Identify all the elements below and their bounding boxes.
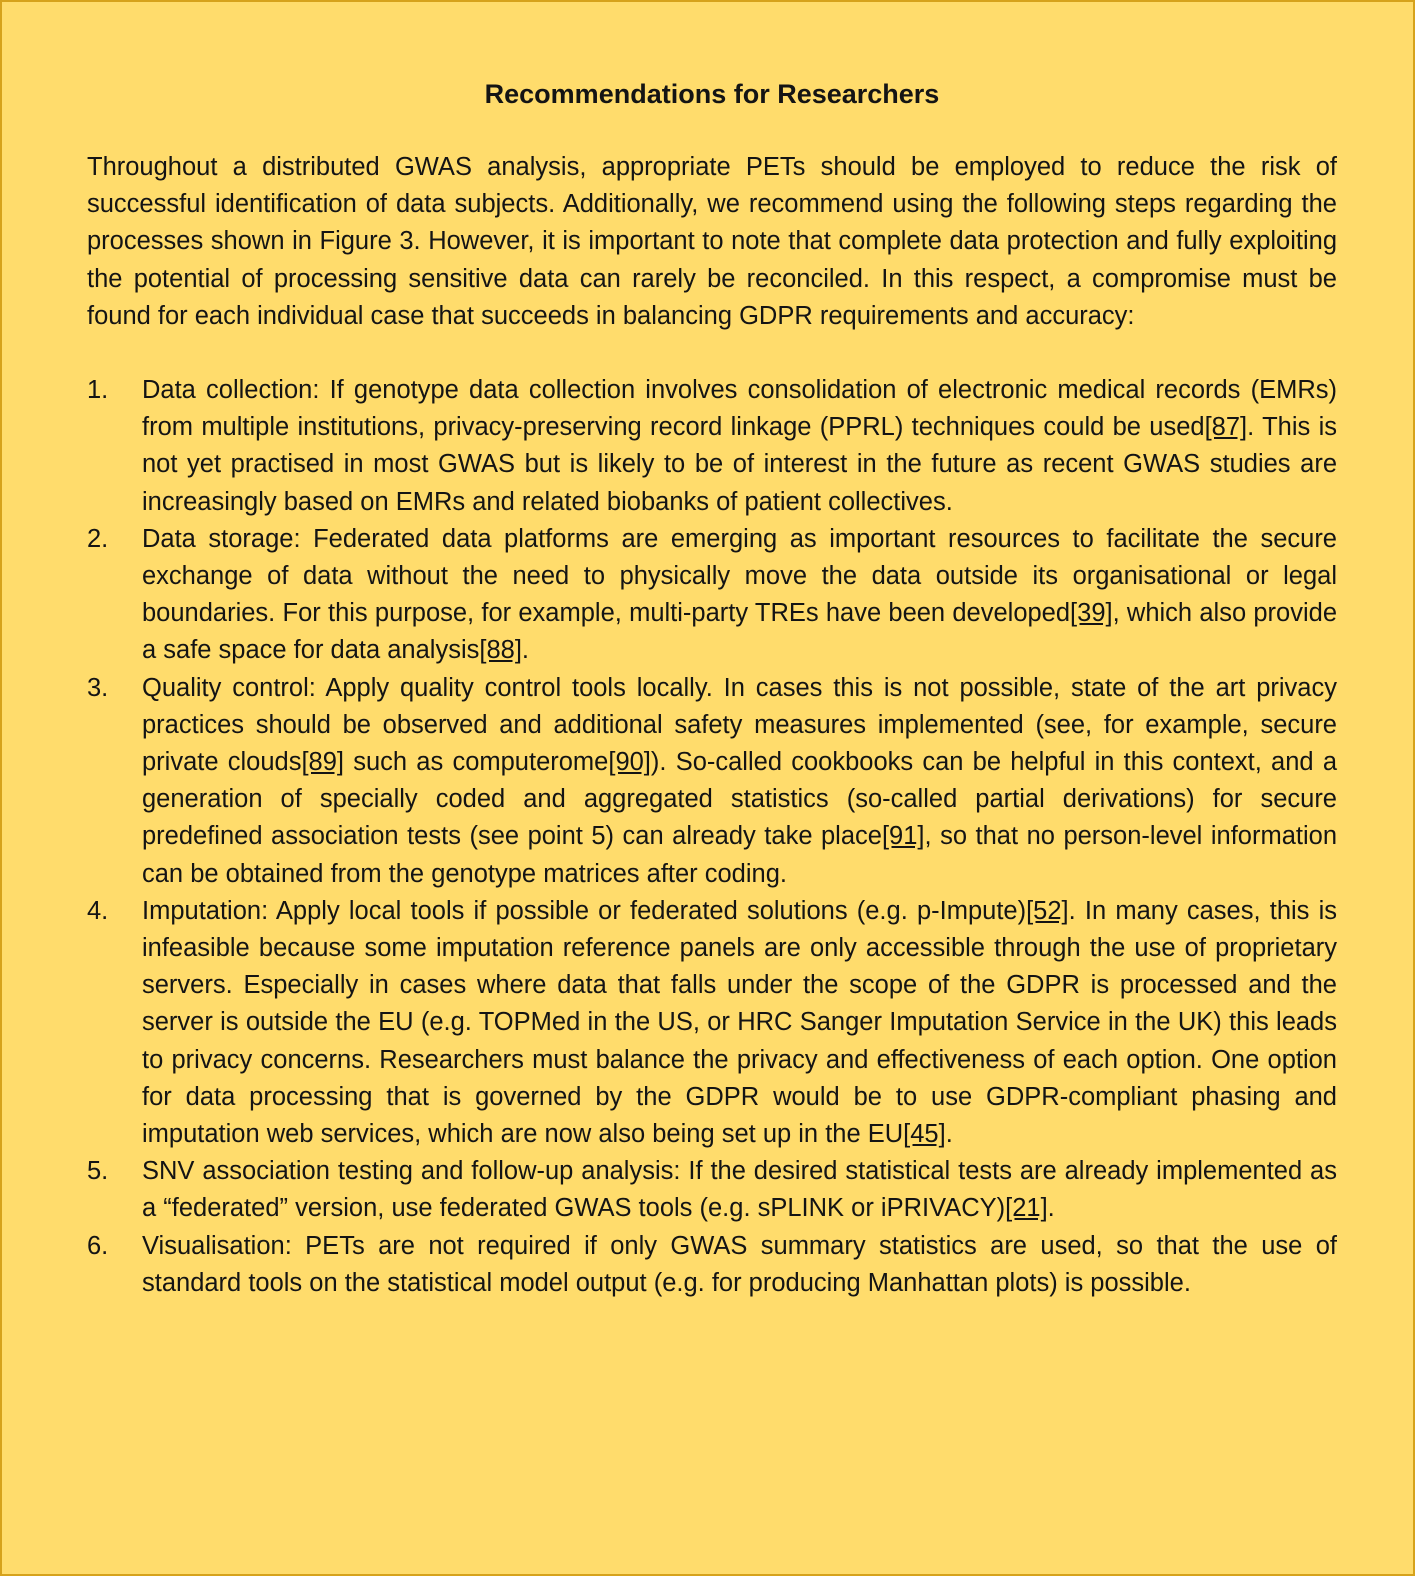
item-text: , so that no person-level information can be obtained from the genotype matrices after coding. xyxy=(142,822,1337,888)
box-content xyxy=(87,74,1337,1302)
item-text: such as computerome xyxy=(344,748,609,777)
item-text: . xyxy=(1047,1194,1055,1223)
item-text: Visualisation: PETs are not required if only GWAS summary statistics are used, so that the use of standard tools on the statistical model output (e.g. for producing Manhattan plots) is possible. xyxy=(142,1231,1337,1297)
item-text: Data collection: If genotype data collection involves consolidation of electronic medical records (EMRs) from multiple institutions, privacy-preserving record linkage (PPRL) techniques could be used xyxy=(142,376,1337,442)
citation-link[interactable]: [89] xyxy=(301,748,345,777)
recommendation-item-5 xyxy=(87,1153,1337,1227)
item-number: 5. xyxy=(87,1157,109,1186)
item-number: 1. xyxy=(87,376,109,405)
item-number: 6. xyxy=(87,1231,109,1260)
item-text: . In many cases, this is infeasible because some imputation reference panels are only accessible through the use of proprietary servers. Especially in cases where data that falls under the scope of the GDPR is processed and the server is outside the EU (e.g. TOPMed in the US, or HRC Sanger Imputation Service in the UK) this leads to privacy concerns. Researchers must balance the privacy and effectiveness of each option. One option for data processing that is governed by the GDPR would be to use GDPR-compliant phasing and imputation web services, which are now also being set up in the EU xyxy=(142,896,1337,1149)
recommendation-item-1 xyxy=(87,372,1337,521)
recommendations-list xyxy=(87,372,1337,1302)
intro-paragraph: Throughout a distributed GWAS analysis, appropriate PETs should be employed to reduce the risk of successful identification of data subjects. Additionally, we recommend using the following steps regarding the processes shown in Figure 3. However, it is important to note that complete data protection and fully exploiting the potential of processing sensitive data can rarely be reconciled. In this respect, a compromise must be found for each individual case that succeeds in balancing GDPR requirements and accuracy: xyxy=(87,153,1337,330)
citation-link[interactable]: [90] xyxy=(608,748,651,777)
citation-link[interactable]: [87] xyxy=(1204,413,1248,442)
citation-link[interactable]: [88] xyxy=(479,636,522,665)
item-text: SNV association testing and follow-up analysis: If the desired statistical tests are already implemented as a “federated” version, use federated GWAS tools (e.g. sPLINK or iPRIVACY) xyxy=(142,1157,1337,1223)
citation-link[interactable]: [21] xyxy=(1005,1194,1048,1223)
item-number: 3. xyxy=(87,673,109,702)
item-text: Quality control: Apply quality control tools locally. In cases this is not possible, state of the art privacy practices should be observed and additional safety measures implemented (see, for example, secure private clouds xyxy=(142,673,1337,777)
citation-link[interactable]: [39] xyxy=(1070,599,1113,628)
item-text: ). So-called cookbooks can be helpful in this context, and a generation of specially coded and aggregated statistics (so-called partial derivations) for secure predefined association tests (see point 5) can already take place xyxy=(142,748,1337,851)
recommendation-item-6 xyxy=(87,1228,1337,1302)
item-number: 4. xyxy=(87,896,109,925)
citation-link[interactable]: [45] xyxy=(903,1120,946,1149)
citation-link[interactable]: [91] xyxy=(881,822,925,851)
item-text: . This is not yet practised in most GWAS but is likely to be of interest in the future as recent GWAS studies are increasingly based on EMRs and related biobanks of patient collectives. xyxy=(142,413,1337,516)
item-text: , which also provide a safe space for data analysis xyxy=(142,599,1337,665)
item-text: . xyxy=(945,1120,953,1149)
item-text: Data storage: Federated data platforms are emerging as important resources to facilitate the secure exchange of data without the need to physically move the data outside its organisational or legal boundaries. For this purpose, for example, multi-party TREs have been developed xyxy=(142,524,1337,628)
item-number: 2. xyxy=(87,524,109,553)
recommendation-item-4 xyxy=(87,893,1337,1153)
item-text: Imputation: Apply local tools if possible or federated solutions (e.g. p-Impute) xyxy=(142,896,1027,925)
recommendation-item-2 xyxy=(87,521,1337,670)
box-title: Recommendations for Researchers xyxy=(484,79,940,109)
item-text: . xyxy=(521,636,530,665)
citation-link[interactable]: [52] xyxy=(1026,896,1069,925)
recommendation-item-3 xyxy=(87,670,1337,893)
